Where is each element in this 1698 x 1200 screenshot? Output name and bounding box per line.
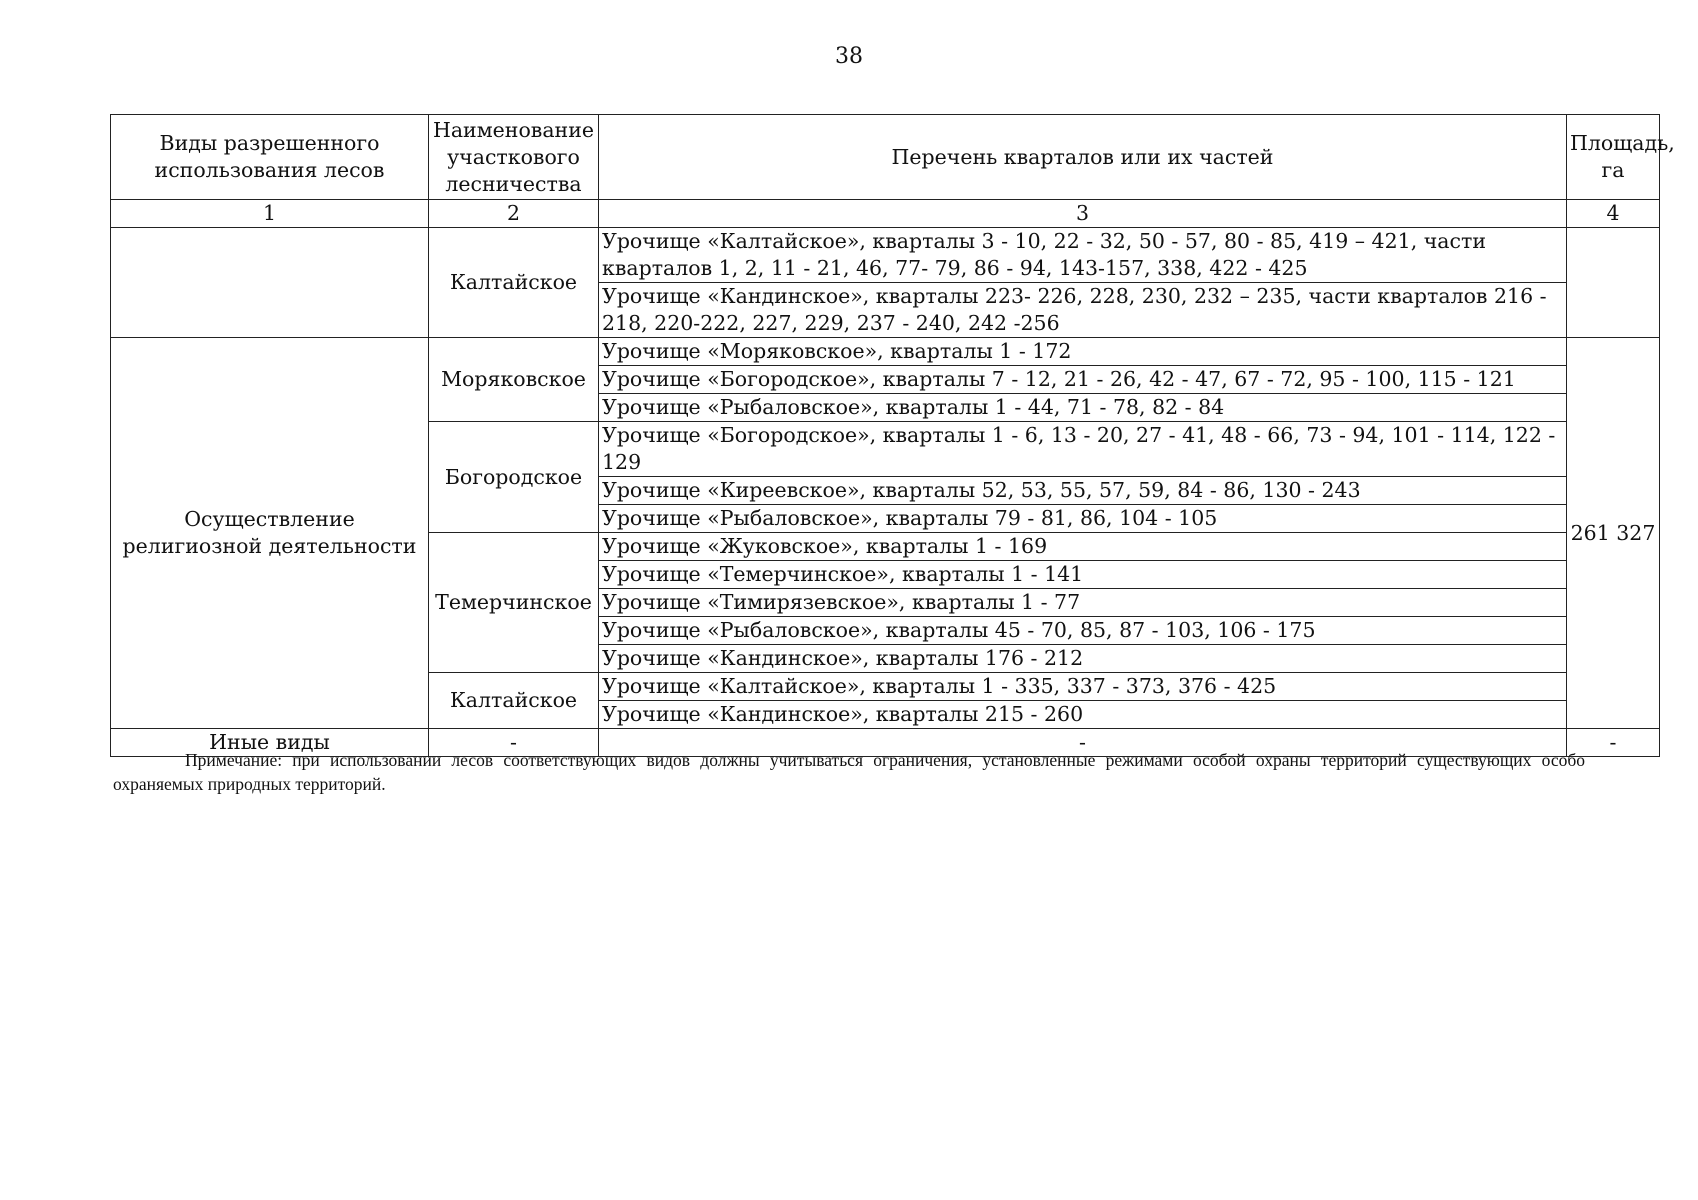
use-type-cell-empty xyxy=(111,228,429,338)
area-value: - xyxy=(1567,729,1660,757)
header-row xyxy=(111,115,1660,200)
page-number: 38 xyxy=(835,44,863,69)
forestry-name: - xyxy=(429,729,599,757)
use-type-name: Осуществление религиозной деятельности xyxy=(111,338,429,729)
forestry-name: Темерчинское xyxy=(429,533,599,673)
quarters-item: Урочище «Рыбаловское», кварталы 1 - 44, 71 - 78, 82 - 84 xyxy=(599,394,1567,422)
quarters-item: Урочище «Жуковское», кварталы 1 - 169 xyxy=(599,533,1567,561)
column-number-row xyxy=(111,200,1660,228)
area-cell-empty xyxy=(1567,228,1660,338)
quarters-item: Урочище «Темерчинское», кварталы 1 - 141 xyxy=(599,561,1567,589)
area-value: 261 327 xyxy=(1567,338,1660,729)
use-type-name: Иные виды xyxy=(111,729,429,757)
quarters-item: Урочище «Кандинское», кварталы 215 - 260 xyxy=(599,701,1567,729)
column-number: 3 xyxy=(599,200,1567,228)
quarters-item: Урочище «Моряковское», кварталы 1 - 172 xyxy=(599,338,1567,366)
table-row xyxy=(111,228,1660,283)
quarters-item: Урочище «Богородское», кварталы 1 - 6, 13 - 20, 27 - 41, 48 - 66, 73 - 94, 101 - 114, 122 - 129 xyxy=(599,422,1567,477)
quarters-item: Урочище «Кандинское», кварталы 176 - 212 xyxy=(599,645,1567,673)
table-note: Примечание: при использовании лесов соответствующих видов должны учитываться ограничения, установленные режимами особой охраны территорий существующих особо охраняемых природных территорий. xyxy=(113,750,1585,794)
quarters-item: Урочище «Кандинское», кварталы 223- 226, 228, 230, 232 – 235, части кварталов 216 - 218, 220-222, 227, 229, 237 - 240, 242 -256 xyxy=(599,283,1567,338)
forestry-name: Калтайское xyxy=(429,228,599,338)
header-use-type: Виды разрешенного использования лесов xyxy=(111,115,429,200)
quarters-item: Урочище «Калтайское», кварталы 1 - 335, 337 - 373, 376 - 425 xyxy=(599,673,1567,701)
forestry-name: Богородское xyxy=(429,422,599,533)
quarters-item: Урочище «Рыбаловское», кварталы 79 - 81, 86, 104 - 105 xyxy=(599,505,1567,533)
header-forestry: Наименование участкового лесничества xyxy=(429,115,599,200)
forestry-name: Моряковское xyxy=(429,338,599,422)
header-quarters: Перечень кварталов или их частей xyxy=(599,115,1567,200)
column-number: 4 xyxy=(1567,200,1660,228)
quarters-item: Урочище «Рыбаловское», кварталы 45 - 70, 85, 87 - 103, 106 - 175 xyxy=(599,617,1567,645)
quarters-item: Урочище «Калтайское», кварталы 3 - 10, 22 - 32, 50 - 57, 80 - 85, 419 – 421, части кварталов 1, 2, 11 - 21, 46, 77- 79, 86 - 94, 143-157, 338, 422 - 425 xyxy=(599,228,1567,283)
table-row xyxy=(111,338,1660,366)
forestry-name: Калтайское xyxy=(429,673,599,729)
quarters-item: Урочище «Богородское», кварталы 7 - 12, 21 - 26, 42 - 47, 67 - 72, 95 - 100, 115 - 121 xyxy=(599,366,1567,394)
quarters-item: Урочище «Тимирязевское», кварталы 1 - 77 xyxy=(599,589,1567,617)
header-area: Площадь, га xyxy=(1567,115,1660,200)
column-number: 1 xyxy=(111,200,429,228)
column-number: 2 xyxy=(429,200,599,228)
quarters-item: Урочище «Киреевское», кварталы 52, 53, 55, 57, 59, 84 - 86, 130 - 243 xyxy=(599,477,1567,505)
forest-use-table xyxy=(110,114,1675,757)
quarters-item: - xyxy=(599,729,1567,757)
